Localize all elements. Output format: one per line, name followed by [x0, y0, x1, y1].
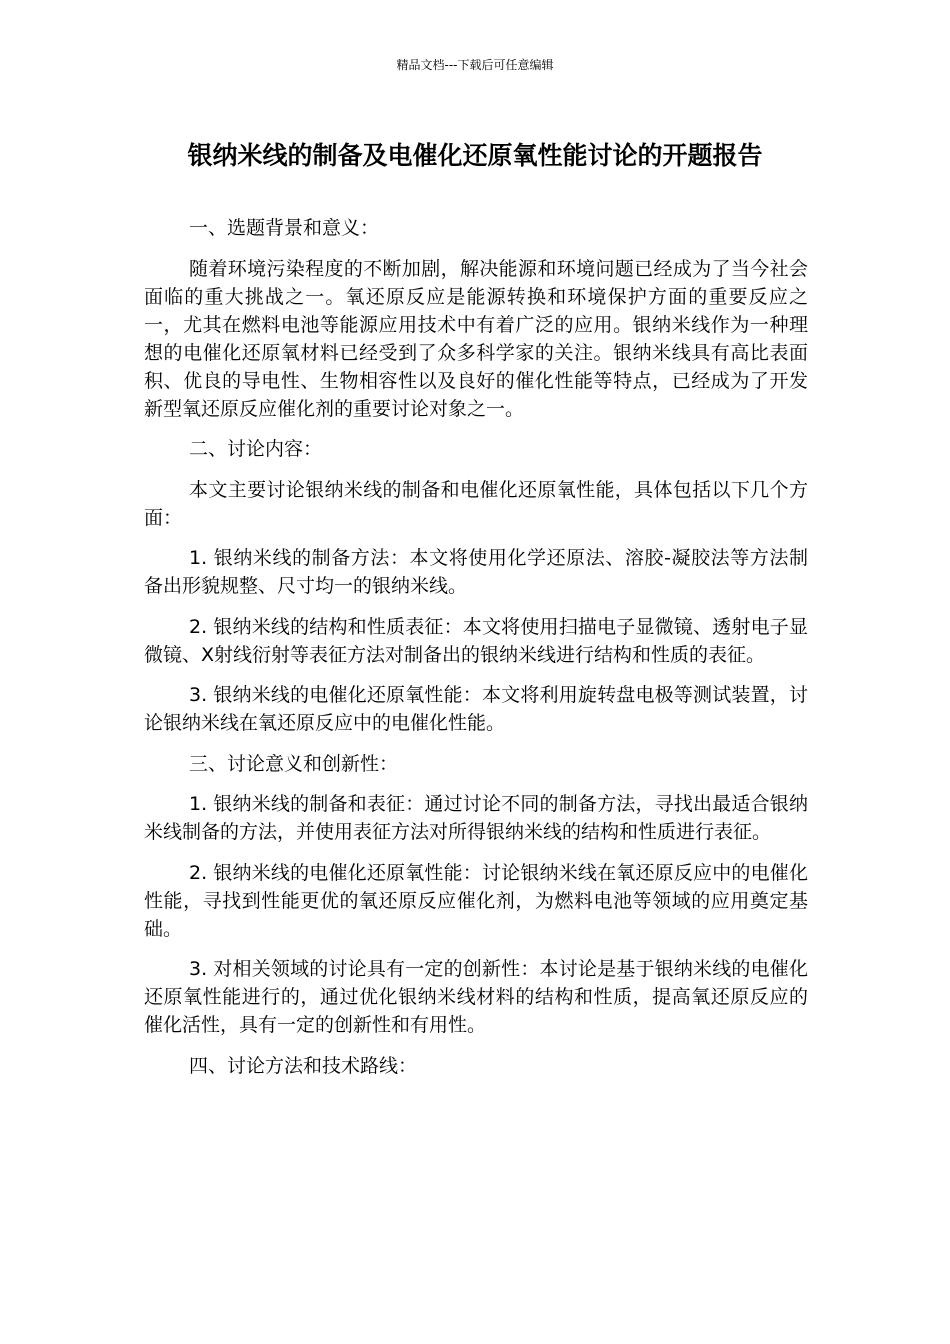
section-heading-methods: 四、讨论方法和技术路线：	[189, 1054, 418, 1077]
header-note: 精品文档---下载后可任意编辑	[396, 58, 554, 72]
list-item-preparation: 1. 银纳米线的制备方法：本文将使用化学还原法、溶胶-凝胶法等方法制备出形貌规整、尺寸均一的银纳米线。	[144, 547, 808, 597]
list-item-significance-2: 2. 银纳米线的电催化还原氧性能：讨论银纳米线在氧还原反应中的电催化性能，寻找到性能更优的氧还原反应催化剂，为燃料电池等领域的应用奠定基础。	[144, 861, 808, 940]
section-heading-content: 二、讨论内容：	[189, 438, 323, 460]
document-body	[144, 214, 808, 1092]
paragraph-background: 随着环境污染程度的不断加剧，解决能源和环境问题已经成为了当今社会面临的重大挑战之一。氧还原反应是能源转换和环境保护方面的重要反应之一，尤其在燃料电池等能源应用技术中有着广泛的应用。银纳米线作为一种理想的电催化还原氧材料已经受到了众多科学家的关注。银纳米线具有高比表面积、优良的导电性、生物相容性以及良好的催化性能等特点，已经成为了开发新型氧还原反应催化剂的重要讨论对象之一。	[144, 257, 808, 420]
section-heading-significance: 三、讨论意义和创新性：	[189, 752, 399, 775]
section-heading-background: 一、选题背景和意义：	[189, 217, 380, 239]
list-item-significance-3: 3. 对相关领域的讨论具有一定的创新性：本讨论是基于银纳米线的电催化还原氧性能进行的，通过优化银纳米线材料的结构和性质，提高氧还原反应的催化活性，具有一定的创新性和有用性。	[144, 958, 808, 1036]
document-title: 银纳米线的制备及电催化还原氧性能讨论的开题报告	[187, 141, 763, 170]
list-item-characterization: 2. 银纳米线的结构和性质表征：本文将使用扫描电子显微镜、透射电子显微镜、X射线衍射等表征方法对制备出的银纳米线进行结构和性质的表征。	[144, 615, 808, 666]
list-item-significance-1: 1. 银纳米线的制备和表征：通过讨论不同的制备方法，寻找出最适合银纳米线制备的方法，并使用表征方法对所得银纳米线的结构和性质进行表征。	[144, 793, 808, 843]
list-item-performance: 3. 银纳米线的电催化还原氧性能：本文将利用旋转盘电极等测试装置，讨论银纳米线在氧还原反应中的电催化性能。	[144, 684, 808, 734]
paragraph-content-intro: 本文主要讨论银纳米线的制备和电催化还原氧性能，具体包括以下几个方面：	[144, 478, 808, 529]
